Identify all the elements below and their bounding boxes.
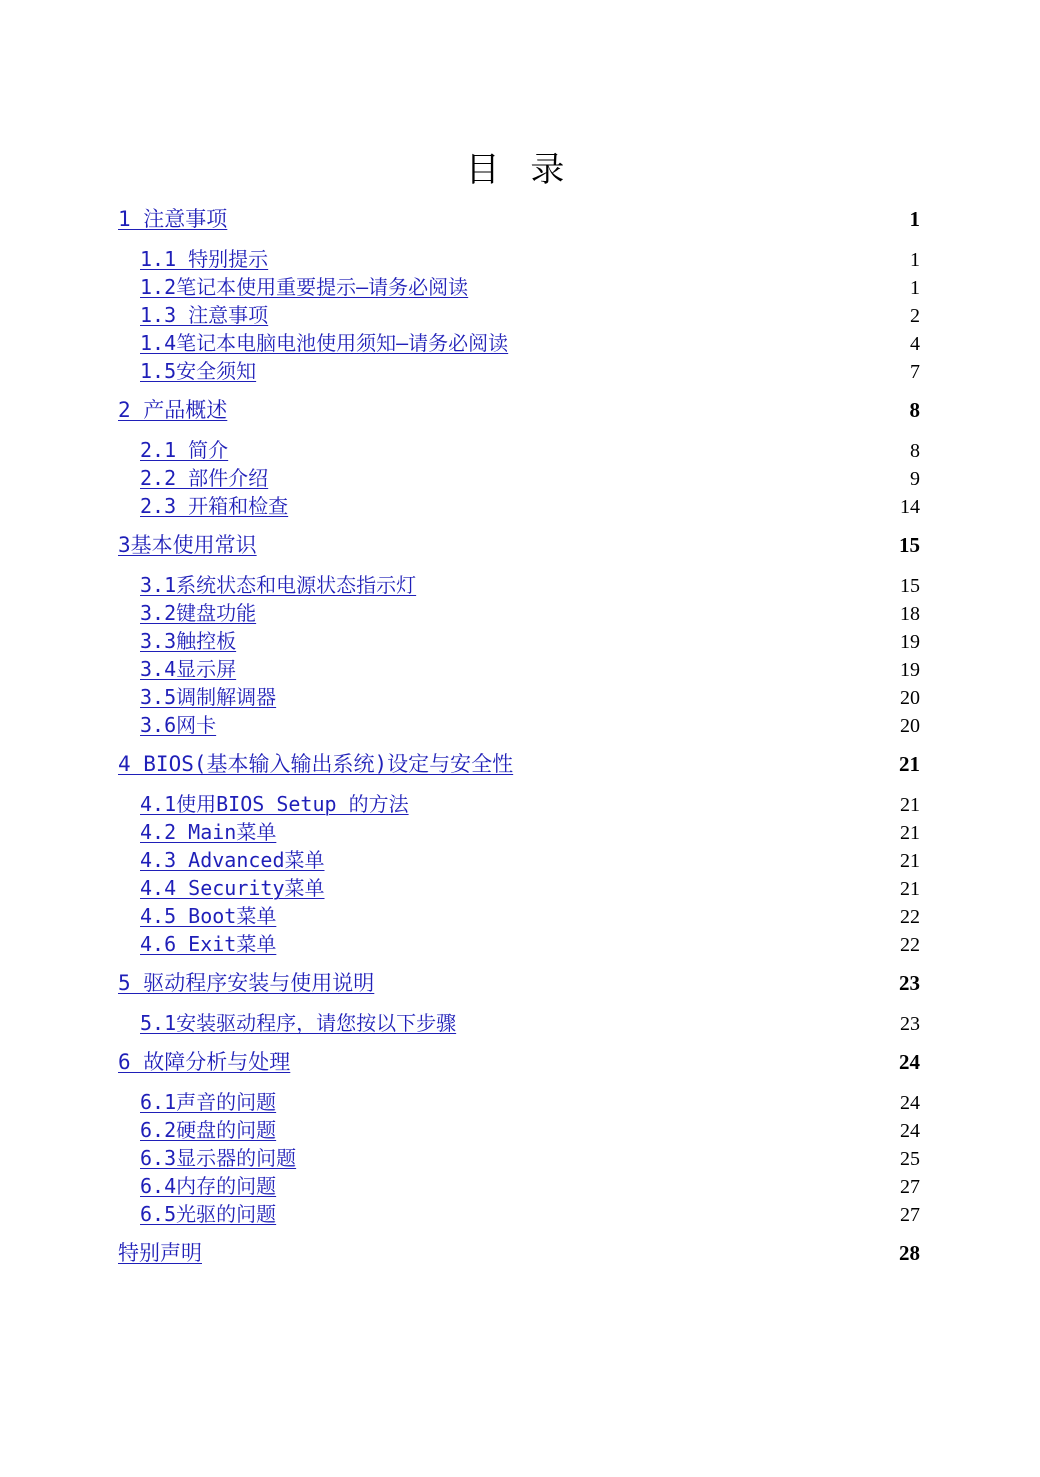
- toc-chapter-row[interactable]: [118, 1047, 920, 1077]
- toc-page-number: 15: [899, 533, 920, 557]
- toc-chapter-link[interactable]: 2 产品概述: [118, 398, 228, 422]
- toc-section: [118, 395, 920, 530]
- toc-page-number: 28: [899, 1241, 920, 1265]
- toc-chapter-row[interactable]: [118, 968, 920, 998]
- toc-page-number: 24: [900, 1092, 920, 1114]
- toc-section: [118, 530, 920, 749]
- section-spacer: [118, 958, 920, 968]
- toc-entry-link[interactable]: 6.2硬盘的问题: [140, 1118, 277, 1142]
- toc-section: [118, 1238, 920, 1268]
- toc-entry-row[interactable]: [118, 464, 920, 492]
- toc-entry-link[interactable]: 4.1使用BIOS Setup 的方法: [140, 792, 409, 816]
- toc-entry-link[interactable]: 3.5调制解调器: [140, 685, 277, 709]
- toc-entry-link[interactable]: 6.1声音的问题: [140, 1090, 277, 1114]
- toc-chapter-row[interactable]: [118, 530, 920, 560]
- toc-page-number: 19: [900, 659, 920, 681]
- toc-entry-row[interactable]: [118, 1116, 920, 1144]
- toc-page-number: 20: [900, 715, 920, 737]
- toc-entry-link[interactable]: 2.2 部件介绍: [140, 466, 269, 490]
- toc-page-number: 14: [900, 496, 920, 518]
- toc-entry-row[interactable]: [118, 1009, 920, 1037]
- toc-entry-row[interactable]: [118, 818, 920, 846]
- toc-chapter-row[interactable]: [118, 1238, 920, 1268]
- toc-section: [118, 968, 920, 1047]
- toc-entry-link[interactable]: 2.1 简介: [140, 438, 229, 462]
- toc-entry-row[interactable]: [118, 571, 920, 599]
- toc-page-number: 27: [900, 1204, 920, 1226]
- toc-chapter-row[interactable]: [118, 395, 920, 425]
- toc-page-number: 21: [900, 850, 920, 872]
- toc-chapter-link[interactable]: 6 故障分析与处理: [118, 1050, 291, 1074]
- toc-chapter-row[interactable]: [118, 204, 920, 234]
- toc-entry-row[interactable]: [118, 1088, 920, 1116]
- toc-entry-link[interactable]: 3.4显示屏: [140, 657, 237, 681]
- toc-entry-link[interactable]: 3.3触控板: [140, 629, 237, 653]
- toc-entry-link[interactable]: 3.2键盘功能: [140, 601, 257, 625]
- section-spacer: [118, 520, 920, 530]
- toc-page-number: 18: [900, 603, 920, 625]
- toc-page-number: 20: [900, 687, 920, 709]
- toc-entry-link[interactable]: 1.5安全须知: [140, 359, 257, 383]
- toc-entry-row[interactable]: [118, 902, 920, 930]
- toc-page-number: 24: [900, 1120, 920, 1142]
- toc-page-number: 25: [900, 1148, 920, 1170]
- toc-entry-row[interactable]: [118, 930, 920, 958]
- toc-entry-row[interactable]: [118, 599, 920, 627]
- toc-entry-row[interactable]: [118, 436, 920, 464]
- toc-chapter-link[interactable]: 3基本使用常识: [118, 533, 257, 557]
- toc-page-number: 1: [910, 277, 920, 299]
- toc-page-number: 23: [900, 1013, 920, 1035]
- toc-entry-link[interactable]: 1.4笔记本电脑电池使用须知—请务必阅读: [140, 331, 509, 355]
- toc-page-number: 4: [910, 333, 920, 355]
- toc-page-number: 2: [910, 305, 920, 327]
- toc-entry-link[interactable]: 6.3显示器的问题: [140, 1146, 297, 1170]
- section-spacer: [118, 739, 920, 749]
- toc-entry-link[interactable]: 2.3 开箱和检查: [140, 494, 289, 518]
- toc-entry-link[interactable]: 1.3 注意事项: [140, 303, 269, 327]
- toc-entry-link[interactable]: 1.2笔记本使用重要提示—请务必阅读: [140, 275, 469, 299]
- toc-entry-row[interactable]: [118, 655, 920, 683]
- toc-page-number: 23: [899, 971, 920, 995]
- toc-section: [118, 1047, 920, 1238]
- toc-entry-row[interactable]: [118, 273, 920, 301]
- toc-page-number: 24: [899, 1050, 920, 1074]
- toc-entry-row[interactable]: [118, 301, 920, 329]
- toc-chapter-link[interactable]: 特别声明: [118, 1241, 202, 1265]
- toc-entry-row[interactable]: [118, 329, 920, 357]
- toc-page-number: 19: [900, 631, 920, 653]
- table-of-contents: [118, 204, 920, 1279]
- toc-page-number: 1: [909, 207, 920, 231]
- toc-page-number: 27: [900, 1176, 920, 1198]
- section-spacer: [118, 1228, 920, 1238]
- toc-entry-link[interactable]: 5.1安装驱动程序，请您按以下步骤: [140, 1011, 457, 1035]
- toc-section: [118, 749, 920, 968]
- toc-entry-row[interactable]: [118, 1172, 920, 1200]
- toc-chapter-link[interactable]: 4 BIOS(基本输入输出系统)设定与安全性: [118, 752, 514, 776]
- toc-entry-row[interactable]: [118, 1200, 920, 1228]
- toc-entry-link[interactable]: 4.5 Boot菜单: [140, 904, 277, 928]
- toc-section: [118, 204, 920, 395]
- toc-entry-link[interactable]: 6.4内存的问题: [140, 1174, 277, 1198]
- toc-entry-link[interactable]: 3.1系统状态和电源状态指示灯: [140, 573, 417, 597]
- toc-entry-row[interactable]: [118, 683, 920, 711]
- toc-entry-link[interactable]: 4.4 Security菜单: [140, 876, 325, 900]
- toc-entry-row[interactable]: [118, 627, 920, 655]
- toc-page-number: 21: [900, 794, 920, 816]
- page-title: 目 录: [465, 150, 575, 190]
- toc-page-number: 8: [910, 440, 920, 462]
- toc-page-number: 21: [900, 822, 920, 844]
- toc-entry-row[interactable]: [118, 1144, 920, 1172]
- toc-chapter-row[interactable]: [118, 749, 920, 779]
- toc-page-number: 8: [909, 398, 920, 422]
- toc-page-number: 21: [899, 752, 920, 776]
- toc-page-number: 22: [900, 934, 920, 956]
- toc-page-number: 7: [910, 361, 920, 383]
- toc-entry-row[interactable]: [118, 790, 920, 818]
- toc-entry-row[interactable]: [118, 874, 920, 902]
- section-spacer: [118, 1037, 920, 1047]
- toc-chapter-link[interactable]: 1 注意事项: [118, 207, 228, 231]
- toc-entry-link[interactable]: 4.2 Main菜单: [140, 820, 277, 844]
- toc-entry-link[interactable]: 4.6 Exit菜单: [140, 932, 277, 956]
- toc-entry-link[interactable]: 6.5光驱的问题: [140, 1202, 277, 1226]
- toc-entry-row[interactable]: [118, 492, 920, 520]
- toc-entry-link[interactable]: 1.1 特别提示: [140, 247, 269, 271]
- toc-page-number: 22: [900, 906, 920, 928]
- toc-entry-row[interactable]: [118, 711, 920, 739]
- toc-page-number: 1: [910, 249, 920, 271]
- toc-entry-row[interactable]: [118, 245, 920, 273]
- toc-chapter-link[interactable]: 5 驱动程序安装与使用说明: [118, 971, 375, 995]
- toc-entry-row[interactable]: [118, 846, 920, 874]
- toc-page-number: 15: [900, 575, 920, 597]
- toc-entry-row[interactable]: [118, 357, 920, 385]
- toc-entry-link[interactable]: 3.6网卡: [140, 713, 217, 737]
- section-spacer: [118, 385, 920, 395]
- toc-page-number: 21: [900, 878, 920, 900]
- toc-entry-link[interactable]: 4.3 Advanced菜单: [140, 848, 325, 872]
- toc-page-number: 9: [910, 468, 920, 490]
